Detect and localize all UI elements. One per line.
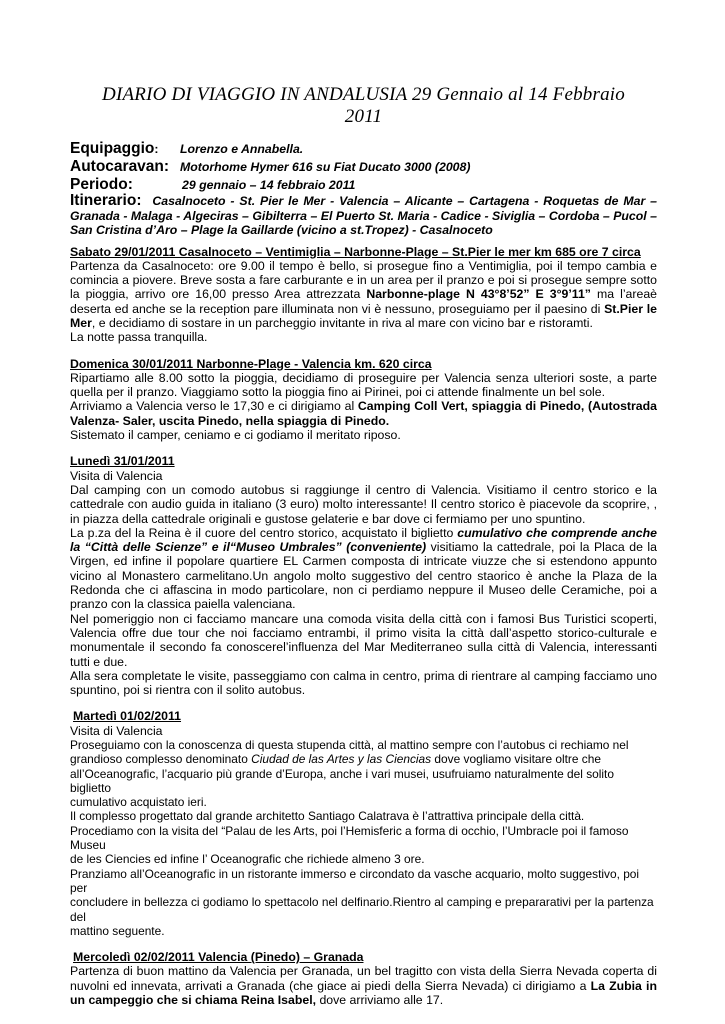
periodo-label: Periodo: (70, 176, 133, 193)
equipaggio-row (70, 140, 657, 158)
entry-lines: Proseguiamo con la conoscenza di questa stupenda città, al mattino sempre con l’autobus ci rechiamo nel grandioso complesso denominato Ciudad de las Artes y las Ciencias dove vogliamo visitare oltre che all’Oceanografic, l’acquario più grande d’Europa, anche i vari musei, usufruiamo naturalmente del solito biglietto cumulativo acquistato ieri. Il complesso progettato dal grande architetto Santiago Calatrava è l’attrattiva principale della città. Procediamo con la visita del “Palau de les Arts, poi l’Hemisferic a forma di occhio, l’Umbracle poi il famoso Museu de les Ciencies ed infine l’ Oceanografic che richiede almeno 3 ore. Pranziamo all’Oceanografic in un ristorante immerso e circondato da vasche acquario, molto suggestivo, poi per concludere in bellezza ci godiamo lo spettacolo nel delfinario.Rientro al camping e prepararativi per la partenza del mattino seguente. (70, 738, 654, 938)
autocaravan-value: Motorhome Hymer 616 su Fiat Ducato 3000 (2008) (180, 160, 471, 174)
entry-paragraph: La p.za del la Reina è il cuore del centro storico, acquistato il biglietto cumulativo che comprende anche la “Città delle Scienze” e il“Museo Umbrales” (conveniente) visitiamo la cattedrale, poi la Placa de la Virgen, ed infine il popolare quartiere EL Carmen composta di intricate viuzze che si estendono appunto vicino al Monastero carmelitano.Un angolo molto suggestivo del centro staorico è anche la Plaza de la Redonda che ci affascina in modo particolare, non ci perdiamo neppure il Museo delle Ceramiche, poi a pranzo con la classica paiella valenciana. (70, 525, 657, 612)
equipaggio-value: Lorenzo e Annabella. (180, 142, 304, 156)
entry-heading: Mercoledì 02/02/2011 Valencia (Pinedo) – Granada (73, 950, 364, 965)
title-line-2: 2011 (344, 106, 383, 127)
entry-paragraph: Partenza di buon mattino da Valencia per Granada, un bel tragitto con vista della Sierra Nevada coperta di nuvolni ed innevata, arrivati a Granada (che giace ai piedi della Sierra Nevada) ci dirigiamo a La Zubia in un campeggio che si chiama Reina Isabel, dove arriviamo alle 17. (70, 964, 657, 1008)
periodo-row (70, 176, 657, 194)
entry-paragraph: Dal camping con un comodo autobus si raggiunge il centro di Valencia. Visitiamo il centro storico e la cattedrale con audio guida in italiano (3 euro) molto interessante! Il centro storico è piacevole da scoprire, , in piazza della cattedrale originali e gustose gelaterie e bar dove ci fermiamo per uno spuntino. (70, 482, 657, 526)
entry-paragraph: Nel pomeriggio non ci facciamo mancare una comoda visita della città con i famosi Bus Turistici scoperti, Valencia offre due tour che noi facciamo entrambi, il primo visita la città dall’aspetto storico-culturale e monumentale il secondo fa conoscerel’influenza del Mar Mediterraneo sulla città di Valencia, interessanti tutti e due. (70, 611, 657, 669)
itinerario-label: Itinerario: (70, 192, 142, 209)
itinerario-value: Casalnoceto - St. Pier le Mer - Valencia – Alicante – Cartagena - Roquetas de Mar – Granada - Malaga - Algeciras – Gibilterra – El Puerto St. Maria - Cadice - Siviglia – Cordoba – Pucol – San Cristina d’Aro – Plage la Gaillarde (vicino a st.Tropez) - Casalnoceto (70, 194, 657, 237)
entry-paragraph: Sistemato il camper, ceniamo e ci godiamo il meritato riposo. (70, 428, 401, 443)
title-line-1: DIARIO DI VIAGGIO IN ANDALUSIA 29 Gennaio al 14 Febbraio (102, 84, 625, 105)
diary-entry-sabato (70, 245, 657, 345)
entry-paragraph: La notte passa tranquilla. (70, 330, 208, 345)
entry-heading: Martedì 01/02/2011 (73, 709, 182, 724)
diary-entry-mercoledi (70, 950, 657, 1007)
autocaravan-label: Autocaravan: (70, 158, 170, 175)
diary-entry-domenica (70, 357, 657, 443)
entry-heading: Lunedì 31/01/2011 (70, 454, 175, 469)
document-body (70, 140, 657, 1007)
diary-entry-martedi (70, 709, 657, 938)
trip-header (70, 140, 657, 238)
entry-paragraph: Partenza da Casalnoceto: ore 9.00 il tempo è bello, si prosegue fino a Ventimiglia, poi il tempo cambia e comincia a piovere. Breve sosta a fare carburante e in un area per il pranzo e poi si prosegue sempre sotto la pioggia, arrivo ore 16,00 presso Area attrezzata Narbonne-plage N 43°8’52” E 3°9’11” ma l’areaè deserta ed anche se la reception pare illuminata non vi è nessuno, proseguiamo per il paesino di St.Pier le Mer, e decidiamo di sostare in un parcheggio invitante in riva al mare con vicino bar e ristoramti. (70, 258, 657, 330)
entry-subheading: Visita di Valencia (70, 723, 163, 738)
diary-entry-lunedi (70, 454, 657, 697)
periodo-value: 29 gennaio – 14 febbraio 2011 (182, 178, 356, 192)
equipaggio-colon: : (154, 142, 159, 156)
entry-subheading: Visita di Valencia (70, 468, 163, 483)
itinerario-row (70, 194, 657, 238)
entry-paragraph: Alla sera completate le visite, passeggiamo con calma in centro, prima di rientrare al camping facciamo uno spuntino, poi si rientra con il solito autobus. (70, 668, 657, 698)
entry-paragraph: Arriviamo a Valencia verso le 17,30 e ci dirigiamo al Camping Coll Vert, spiaggia di Pinedo, (Autostrada Valenza- Saler, uscita Pinedo, nella spiaggia di Pinedo. (70, 399, 657, 428)
autocaravan-row (70, 158, 657, 176)
equipaggio-label: Equipaggio (70, 140, 155, 157)
entry-paragraph: Ripartiamo alle 8.00 sotto la pioggia, decidiamo di proseguire per Valencia senza ulteriori soste, a parte quella per il pranzo. Viaggiamo sotto la pioggia fino ai Pirinei, poi ci attende finalmente un bel sole. (70, 370, 657, 400)
entry-heading: Domenica 30/01/2011 Narbonne-Plage - Valencia km. 620 circa (70, 356, 432, 371)
document-title (70, 84, 657, 128)
entry-heading: Sabato 29/01/2011 Casalnoceto – Ventimiglia – Narbonne-Plage – St.Pier le mer km 685 ore 7 circa (70, 244, 641, 259)
